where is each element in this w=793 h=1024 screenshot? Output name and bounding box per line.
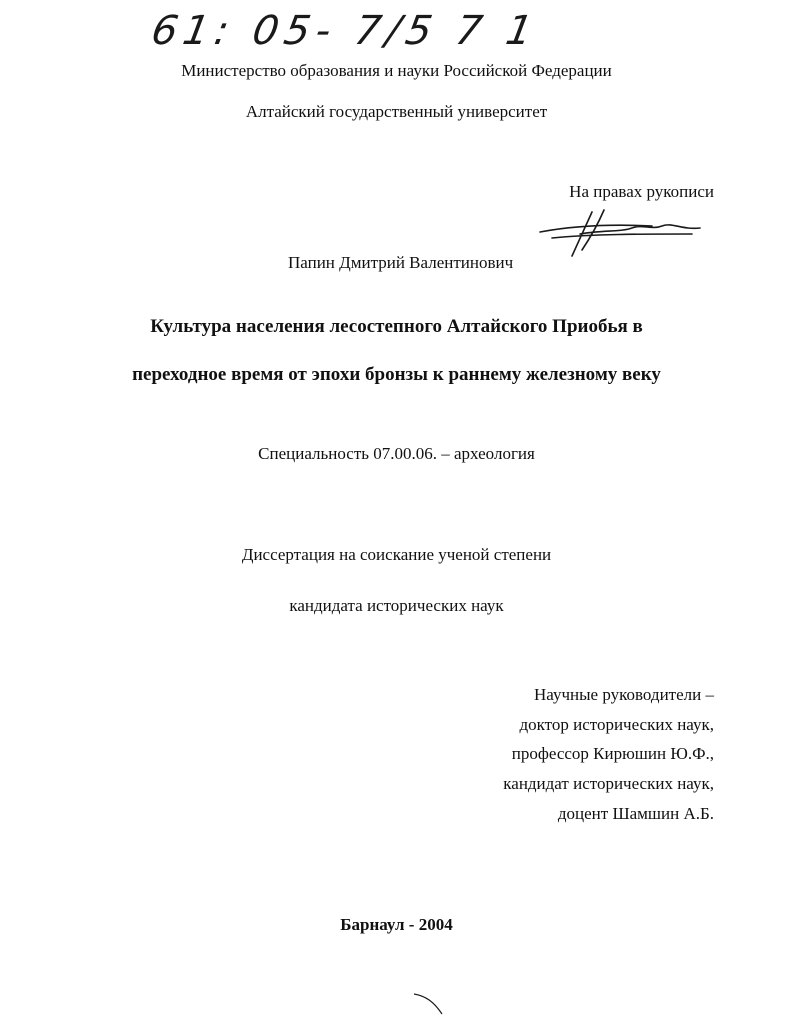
specialty: Специальность 07.00.06. – археология [258, 444, 535, 463]
ministry-heading: Министерство образования и науки Российской Федерации [181, 61, 612, 80]
supervisor-line: кандидат исторических наук, [503, 774, 714, 793]
city-year: Барнаул - 2004 [340, 915, 453, 934]
supervisor-line: профессор Кирюшин Ю.Ф., [511, 744, 714, 763]
supervisor-line: доцент Шамшин А.Б. [557, 804, 714, 823]
author-signature [532, 204, 712, 264]
dissertation-title-line-1: Культура населения лесостепного Алтайского Приобья в [150, 316, 643, 337]
supervisors-heading: Научные руководители – [534, 685, 714, 704]
supervisor-line: доктор исторических наук, [519, 715, 714, 734]
author-name: Папин Дмитрий Валентинович [288, 253, 514, 272]
degree-line-1: Диссертация на соискание ученой степени [241, 545, 552, 564]
handwritten-archive-number: 61: 05- 7/5 7 1 [147, 8, 542, 54]
dissertation-title-line-2: переходное время от эпохи бронзы к раннему железному веку [132, 364, 661, 385]
degree-line-2: кандидата исторических наук [289, 596, 504, 615]
university-heading: Алтайский государственный университет [245, 102, 548, 121]
rights-note: На правах рукописи [569, 182, 714, 201]
scan-mark [412, 990, 452, 1020]
